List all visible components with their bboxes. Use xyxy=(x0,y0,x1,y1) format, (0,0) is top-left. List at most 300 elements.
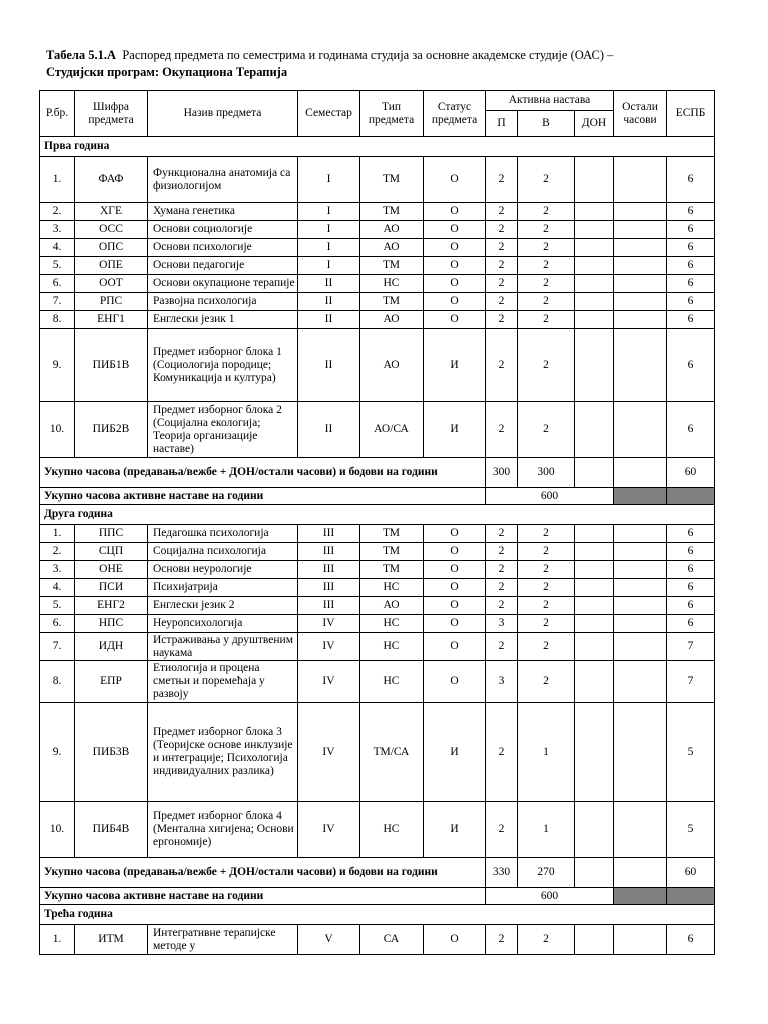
year-active-value: 600 xyxy=(486,888,614,905)
cell-v: 2 xyxy=(518,561,575,579)
cell-status: О xyxy=(424,925,486,955)
cell-code: ППС xyxy=(75,525,148,543)
cell-espb: 6 xyxy=(667,561,715,579)
cell-code: ОПЕ xyxy=(75,257,148,275)
cell-name: Хумана генетика xyxy=(148,203,298,221)
cell-status: О xyxy=(424,221,486,239)
cell-espb: 6 xyxy=(667,293,715,311)
cell-type: ТМ xyxy=(360,561,424,579)
table-row xyxy=(40,561,715,579)
year-total-don xyxy=(575,858,614,888)
table-row xyxy=(40,615,715,633)
cell-name: Предмет изборног блока 3 (Теоријске основе инклузије и интеграције; Психологија индивидуалних разлика) xyxy=(148,703,298,802)
cell-don xyxy=(575,221,614,239)
cell-v: 1 xyxy=(518,802,575,858)
header-rb: Р.бр. xyxy=(40,91,75,137)
cell-name: Педагошка психологија xyxy=(148,525,298,543)
header-name: Назив предмета xyxy=(148,91,298,137)
cell-semester: II xyxy=(298,402,360,458)
cell-espb: 6 xyxy=(667,311,715,329)
cell-code: ФАФ xyxy=(75,157,148,203)
table-row xyxy=(40,597,715,615)
year-row xyxy=(40,905,715,925)
cell-don xyxy=(575,157,614,203)
cell-type: НС xyxy=(360,633,424,661)
cell-other xyxy=(614,703,667,802)
year-title: Прва година xyxy=(40,137,715,157)
cell-code: ИДН xyxy=(75,633,148,661)
cell-code: ЕНГ2 xyxy=(75,597,148,615)
year-total-row xyxy=(40,858,715,888)
cell-don xyxy=(575,703,614,802)
table-header xyxy=(40,91,715,137)
cell-name: Интегративне терапијске методе у xyxy=(148,925,298,955)
cell-don xyxy=(575,293,614,311)
cell-don xyxy=(575,329,614,402)
cell-espb: 6 xyxy=(667,157,715,203)
cell-other xyxy=(614,561,667,579)
cell-name: Енглески језик 2 xyxy=(148,597,298,615)
cell-don xyxy=(575,925,614,955)
cell-code: ПИБ2В xyxy=(75,402,148,458)
cell-rb: 7. xyxy=(40,293,75,311)
cell-rb: 3. xyxy=(40,561,75,579)
table-row xyxy=(40,329,715,402)
year-total-label: Укупно часова (предавања/вежбе + ДОН/остали часови) и бодови на години xyxy=(40,458,486,488)
table-row xyxy=(40,157,715,203)
cell-don xyxy=(575,239,614,257)
cell-other xyxy=(614,402,667,458)
cell-espb: 6 xyxy=(667,597,715,615)
cell-v: 2 xyxy=(518,311,575,329)
cell-status: О xyxy=(424,275,486,293)
cell-semester: III xyxy=(298,525,360,543)
year-total-p: 330 xyxy=(486,858,518,888)
cell-v: 2 xyxy=(518,221,575,239)
year-total-espb: 60 xyxy=(667,458,715,488)
cell-rb: 4. xyxy=(40,579,75,597)
cell-other xyxy=(614,275,667,293)
table-row xyxy=(40,221,715,239)
header-active-teaching: Активна настава xyxy=(486,91,614,111)
cell-rb: 2. xyxy=(40,543,75,561)
cell-status: О xyxy=(424,157,486,203)
cell-other xyxy=(614,203,667,221)
shaded-cell xyxy=(614,488,667,505)
cell-type: АО xyxy=(360,221,424,239)
cell-v: 2 xyxy=(518,525,575,543)
cell-v: 2 xyxy=(518,293,575,311)
cell-don xyxy=(575,615,614,633)
cell-other xyxy=(614,543,667,561)
cell-other xyxy=(614,633,667,661)
cell-v: 2 xyxy=(518,257,575,275)
cell-other xyxy=(614,221,667,239)
cell-semester: II xyxy=(298,329,360,402)
cell-rb: 5. xyxy=(40,257,75,275)
cell-type: ТМ xyxy=(360,203,424,221)
cell-code: ЕПР xyxy=(75,661,148,703)
cell-don xyxy=(575,543,614,561)
cell-rb: 1. xyxy=(40,925,75,955)
table-row xyxy=(40,293,715,311)
cell-semester: II xyxy=(298,275,360,293)
cell-status: О xyxy=(424,543,486,561)
header-type: Тип предмета xyxy=(360,91,424,137)
cell-status: О xyxy=(424,239,486,257)
cell-name: Етиологија и процена сметњи и поремећаја у развоју xyxy=(148,661,298,703)
cell-espb: 5 xyxy=(667,703,715,802)
cell-p: 2 xyxy=(486,203,518,221)
cell-status: О xyxy=(424,525,486,543)
year-total-other xyxy=(614,458,667,488)
cell-don xyxy=(575,579,614,597)
cell-other xyxy=(614,579,667,597)
cell-status: О xyxy=(424,561,486,579)
cell-other xyxy=(614,525,667,543)
cell-name: Развојна психологија xyxy=(148,293,298,311)
cell-p: 2 xyxy=(486,543,518,561)
cell-code: ПИБ4В xyxy=(75,802,148,858)
cell-other xyxy=(614,293,667,311)
cell-espb: 6 xyxy=(667,579,715,597)
cell-status: О xyxy=(424,633,486,661)
cell-espb: 6 xyxy=(667,925,715,955)
cell-espb: 6 xyxy=(667,329,715,402)
cell-semester: I xyxy=(298,257,360,275)
cell-v: 2 xyxy=(518,579,575,597)
cell-rb: 8. xyxy=(40,661,75,703)
cell-type: НС xyxy=(360,661,424,703)
cell-v: 2 xyxy=(518,329,575,402)
cell-don xyxy=(575,203,614,221)
cell-rb: 9. xyxy=(40,329,75,402)
year-total-other xyxy=(614,858,667,888)
cell-other xyxy=(614,597,667,615)
table-row xyxy=(40,257,715,275)
cell-code: ПИБ1В xyxy=(75,329,148,402)
cell-type: ТМ xyxy=(360,157,424,203)
cell-other xyxy=(614,239,667,257)
cell-type: АО/СА xyxy=(360,402,424,458)
cell-semester: IV xyxy=(298,633,360,661)
cell-p: 2 xyxy=(486,293,518,311)
cell-status: И xyxy=(424,329,486,402)
cell-type: АО xyxy=(360,329,424,402)
cell-v: 2 xyxy=(518,925,575,955)
caption-line-1 xyxy=(46,47,726,64)
year-total-v: 300 xyxy=(518,458,575,488)
cell-p: 2 xyxy=(486,257,518,275)
cell-name: Основи неурологије xyxy=(148,561,298,579)
cell-p: 2 xyxy=(486,311,518,329)
table-row xyxy=(40,311,715,329)
cell-espb: 7 xyxy=(667,661,715,703)
cell-v: 2 xyxy=(518,275,575,293)
cell-semester: III xyxy=(298,561,360,579)
cell-type: ТМ xyxy=(360,257,424,275)
table-row xyxy=(40,703,715,802)
cell-name: Психијатрија xyxy=(148,579,298,597)
cell-code: ПИБ3В xyxy=(75,703,148,802)
cell-p: 2 xyxy=(486,239,518,257)
cell-code: ПСИ xyxy=(75,579,148,597)
cell-type: ТМ xyxy=(360,293,424,311)
year-active-label: Укупно часова активне наставе на години xyxy=(40,488,486,505)
cell-don xyxy=(575,257,614,275)
cell-espb: 6 xyxy=(667,525,715,543)
year-total-p: 300 xyxy=(486,458,518,488)
cell-status: И xyxy=(424,402,486,458)
cell-other xyxy=(614,802,667,858)
table-body xyxy=(40,137,715,955)
cell-name: Неуропсихологија xyxy=(148,615,298,633)
cell-v: 2 xyxy=(518,615,575,633)
cell-semester: I xyxy=(298,239,360,257)
header-code: Шифра предмета xyxy=(75,91,148,137)
cell-rb: 9. xyxy=(40,703,75,802)
cell-code: НПС xyxy=(75,615,148,633)
cell-type: ТМ/СА xyxy=(360,703,424,802)
year-active-value: 600 xyxy=(486,488,614,505)
year-active-row xyxy=(40,488,715,505)
cell-status: О xyxy=(424,203,486,221)
cell-type: НС xyxy=(360,275,424,293)
cell-semester: I xyxy=(298,221,360,239)
cell-v: 2 xyxy=(518,157,575,203)
cell-v: 2 xyxy=(518,402,575,458)
cell-name: Предмет изборног блока 4 (Ментална хигијена; Основи ергономије) xyxy=(148,802,298,858)
table-row xyxy=(40,203,715,221)
table-row xyxy=(40,579,715,597)
cell-name: Енглески језик 1 xyxy=(148,311,298,329)
cell-status: О xyxy=(424,293,486,311)
cell-type: НС xyxy=(360,802,424,858)
cell-espb: 6 xyxy=(667,275,715,293)
cell-code: ОНЕ xyxy=(75,561,148,579)
cell-status: О xyxy=(424,257,486,275)
cell-status: О xyxy=(424,597,486,615)
cell-espb: 6 xyxy=(667,221,715,239)
cell-semester: II xyxy=(298,311,360,329)
cell-p: 3 xyxy=(486,615,518,633)
cell-type: ТМ xyxy=(360,525,424,543)
cell-semester: I xyxy=(298,157,360,203)
cell-rb: 5. xyxy=(40,597,75,615)
cell-code: ХГЕ xyxy=(75,203,148,221)
cell-rb: 8. xyxy=(40,311,75,329)
cell-name: Основи психологије xyxy=(148,239,298,257)
shaded-cell xyxy=(667,888,715,905)
cell-other xyxy=(614,311,667,329)
cell-other xyxy=(614,329,667,402)
cell-rb: 1. xyxy=(40,157,75,203)
table-caption xyxy=(46,47,726,81)
cell-other xyxy=(614,925,667,955)
cell-status: О xyxy=(424,579,486,597)
cell-don xyxy=(575,525,614,543)
cell-semester: V xyxy=(298,925,360,955)
cell-espb: 6 xyxy=(667,257,715,275)
cell-v: 2 xyxy=(518,661,575,703)
cell-p: 2 xyxy=(486,275,518,293)
cell-espb: 6 xyxy=(667,543,715,561)
cell-name: Функционална анатомија са физиологијом xyxy=(148,157,298,203)
cell-code: ООТ xyxy=(75,275,148,293)
cell-name: Предмет изборног блока 2 (Социјална екологија; Теорија организације наставе) xyxy=(148,402,298,458)
cell-semester: III xyxy=(298,597,360,615)
cell-type: СА xyxy=(360,925,424,955)
cell-p: 2 xyxy=(486,329,518,402)
header-semester: Семестар xyxy=(298,91,360,137)
year-total-v: 270 xyxy=(518,858,575,888)
year-row xyxy=(40,137,715,157)
cell-p: 2 xyxy=(486,157,518,203)
cell-semester: III xyxy=(298,579,360,597)
header-p: П xyxy=(486,111,518,137)
cell-rb: 1. xyxy=(40,525,75,543)
cell-don xyxy=(575,802,614,858)
year-total-don xyxy=(575,458,614,488)
cell-semester: III xyxy=(298,543,360,561)
cell-semester: I xyxy=(298,203,360,221)
cell-espb: 6 xyxy=(667,615,715,633)
cell-rb: 10. xyxy=(40,402,75,458)
cell-rb: 6. xyxy=(40,275,75,293)
cell-type: АО xyxy=(360,239,424,257)
cell-p: 2 xyxy=(486,221,518,239)
cell-rb: 2. xyxy=(40,203,75,221)
cell-code: ОПС xyxy=(75,239,148,257)
cell-semester: II xyxy=(298,293,360,311)
cell-v: 2 xyxy=(518,239,575,257)
shaded-cell xyxy=(614,888,667,905)
table-row xyxy=(40,661,715,703)
header-don: ДОН xyxy=(575,111,614,137)
table-row xyxy=(40,402,715,458)
cell-p: 2 xyxy=(486,579,518,597)
cell-rb: 7. xyxy=(40,633,75,661)
cell-code: ЕНГ1 xyxy=(75,311,148,329)
cell-other xyxy=(614,157,667,203)
cell-v: 1 xyxy=(518,703,575,802)
cell-name: Основи социологије xyxy=(148,221,298,239)
cell-v: 2 xyxy=(518,543,575,561)
cell-p: 2 xyxy=(486,402,518,458)
cell-type: АО xyxy=(360,311,424,329)
cell-don xyxy=(575,661,614,703)
caption-label: Табела 5.1.А xyxy=(46,48,117,62)
cell-status: И xyxy=(424,802,486,858)
cell-type: АО xyxy=(360,597,424,615)
cell-rb: 10. xyxy=(40,802,75,858)
cell-espb: 5 xyxy=(667,802,715,858)
year-active-row xyxy=(40,888,715,905)
cell-p: 2 xyxy=(486,802,518,858)
cell-status: О xyxy=(424,615,486,633)
cell-p: 2 xyxy=(486,703,518,802)
year-title: Трећа година xyxy=(40,905,715,925)
year-total-row xyxy=(40,458,715,488)
year-total-label: Укупно часова (предавања/вежбе + ДОН/остали часови) и бодови на години xyxy=(40,858,486,888)
table-row xyxy=(40,525,715,543)
cell-code: ОСС xyxy=(75,221,148,239)
cell-espb: 6 xyxy=(667,203,715,221)
cell-p: 2 xyxy=(486,633,518,661)
caption-text: Распоред предмета по семестрима и годинама студија за основне академске студије (ОАС) – xyxy=(122,48,614,62)
cell-don xyxy=(575,633,614,661)
header-other-hours: Остали часови xyxy=(614,91,667,137)
year-row xyxy=(40,505,715,525)
header-status: Статус предмета xyxy=(424,91,486,137)
cell-espb: 6 xyxy=(667,402,715,458)
cell-p: 2 xyxy=(486,597,518,615)
cell-rb: 6. xyxy=(40,615,75,633)
table-row xyxy=(40,239,715,257)
cell-semester: IV xyxy=(298,615,360,633)
cell-don xyxy=(575,402,614,458)
table-row xyxy=(40,543,715,561)
cell-other xyxy=(614,661,667,703)
cell-semester: IV xyxy=(298,802,360,858)
table-row xyxy=(40,633,715,661)
table-row xyxy=(40,925,715,955)
year-total-espb: 60 xyxy=(667,858,715,888)
cell-status: О xyxy=(424,661,486,703)
shaded-cell xyxy=(667,488,715,505)
cell-semester: IV xyxy=(298,703,360,802)
cell-p: 2 xyxy=(486,561,518,579)
cell-status: О xyxy=(424,311,486,329)
header-espb: ЕСПБ xyxy=(667,91,715,137)
cell-name: Истраживања у друштвеним наукама xyxy=(148,633,298,661)
cell-v: 2 xyxy=(518,203,575,221)
table-row xyxy=(40,275,715,293)
cell-code: РПС xyxy=(75,293,148,311)
cell-rb: 4. xyxy=(40,239,75,257)
cell-p: 2 xyxy=(486,925,518,955)
table-row xyxy=(40,802,715,858)
cell-other xyxy=(614,257,667,275)
cell-status: И xyxy=(424,703,486,802)
year-title: Друга година xyxy=(40,505,715,525)
cell-don xyxy=(575,561,614,579)
caption-line-2: Студијски програм: Окупациона Терапија xyxy=(46,65,288,79)
year-active-label: Укупно часова активне наставе на години xyxy=(40,888,486,905)
cell-rb: 3. xyxy=(40,221,75,239)
cell-espb: 7 xyxy=(667,633,715,661)
cell-semester: IV xyxy=(298,661,360,703)
cell-code: ИТМ xyxy=(75,925,148,955)
cell-espb: 6 xyxy=(667,239,715,257)
cell-v: 2 xyxy=(518,597,575,615)
cell-name: Основи педагогије xyxy=(148,257,298,275)
header-v: В xyxy=(518,111,575,137)
cell-name: Предмет изборног блока 1 (Социологија породице; Комуникација и култура) xyxy=(148,329,298,402)
cell-type: НС xyxy=(360,615,424,633)
cell-don xyxy=(575,311,614,329)
cell-name: Социјална психологија xyxy=(148,543,298,561)
cell-p: 3 xyxy=(486,661,518,703)
course-schedule-table xyxy=(39,90,715,955)
cell-don xyxy=(575,597,614,615)
cell-v: 2 xyxy=(518,633,575,661)
cell-type: ТМ xyxy=(360,543,424,561)
cell-don xyxy=(575,275,614,293)
cell-name: Основи окупационе терапије xyxy=(148,275,298,293)
cell-other xyxy=(614,615,667,633)
cell-code: СЦП xyxy=(75,543,148,561)
